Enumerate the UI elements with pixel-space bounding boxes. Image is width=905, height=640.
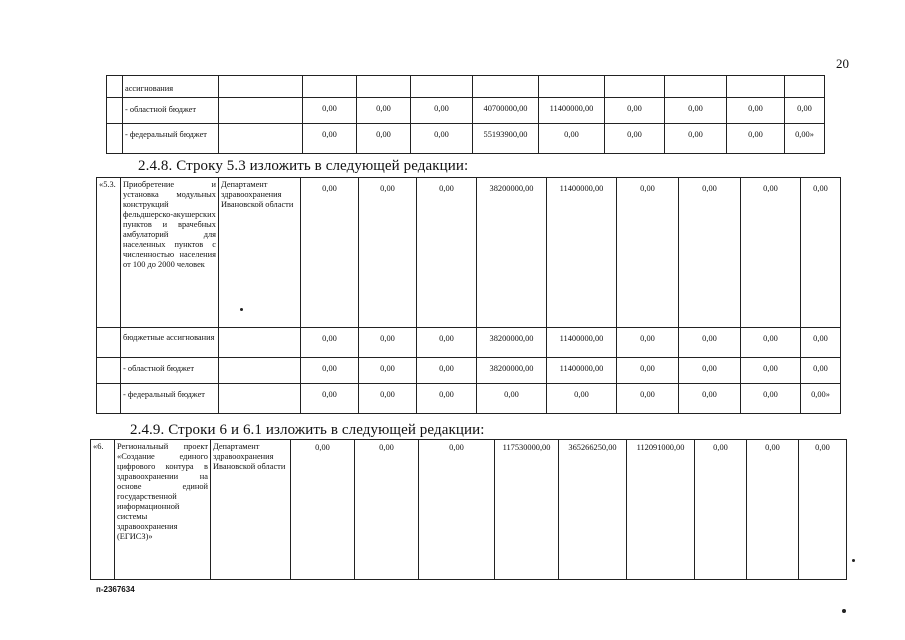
cell-value: 0,00 <box>605 124 665 154</box>
budget-table-continuation <box>106 75 825 154</box>
cell-value: 0,00 <box>547 384 617 414</box>
cell-first: «5.3. <box>97 178 121 328</box>
scan-speck <box>852 559 855 562</box>
document-code: п-2367634 <box>96 585 135 594</box>
cell-value <box>303 76 357 98</box>
cell-value: 0,00 <box>357 124 411 154</box>
cell-value <box>785 76 825 98</box>
cell-first <box>107 98 123 124</box>
cell-value: 0,00 <box>417 178 477 328</box>
cell-value <box>411 76 473 98</box>
cell-value: 0,00 <box>741 384 801 414</box>
cell-value: 0,00 <box>417 358 477 384</box>
cell-dept <box>219 98 303 124</box>
scan-speck <box>842 609 846 613</box>
cell-value: 0,00 <box>539 124 605 154</box>
section-heading-2-4-9: 2.4.9. Строки 6 и 6.1 изложить в следующей редакции: <box>130 422 485 438</box>
cell-value: 0,00 <box>605 98 665 124</box>
cell-value: 0,00 <box>727 98 785 124</box>
cell-value: 0,00 <box>303 98 357 124</box>
cell-value <box>665 76 727 98</box>
table-row <box>97 358 841 384</box>
cell-value: 11400000,00 <box>547 328 617 358</box>
cell-value: 0,00 <box>799 440 847 580</box>
cell-name: ассигнования <box>123 76 219 98</box>
cell-value: 0,00 <box>419 440 495 580</box>
cell-value: 0,00 <box>679 328 741 358</box>
cell-value: 0,00 <box>301 358 359 384</box>
cell-value: 0,00 <box>679 178 741 328</box>
cell-value: 365266250,00 <box>559 440 627 580</box>
cell-value: 0,00 <box>665 98 727 124</box>
cell-first <box>97 384 121 414</box>
cell-value: 0,00 <box>417 328 477 358</box>
cell-value: 0,00 <box>727 124 785 154</box>
cell-first: «6. <box>91 440 115 580</box>
cell-dept <box>219 328 301 358</box>
cell-value: 0,00 <box>411 124 473 154</box>
table-row <box>107 76 825 98</box>
cell-value <box>357 76 411 98</box>
cell-first <box>107 76 123 98</box>
table-row <box>91 440 847 580</box>
cell-first <box>97 328 121 358</box>
cell-dept: Департамент здравоохранения Ивановской области <box>211 440 291 580</box>
cell-name: - областной бюджет <box>123 98 219 124</box>
cell-value: 0,00 <box>617 178 679 328</box>
cell-value: 38200000,00 <box>477 328 547 358</box>
cell-value: 0,00 <box>357 98 411 124</box>
cell-value: 0,00 <box>801 178 841 328</box>
cell-value <box>727 76 785 98</box>
cell-value: 0,00 <box>679 358 741 384</box>
section-heading-2-4-8: 2.4.8. Строку 5.3 изложить в следующей редакции: <box>138 158 469 174</box>
cell-value: 11400000,00 <box>547 358 617 384</box>
cell-value: 0,00 <box>477 384 547 414</box>
table-row <box>97 328 841 358</box>
cell-value: 0,00 <box>801 358 841 384</box>
budget-table-5-3 <box>96 177 841 414</box>
cell-value: 0,00 <box>741 358 801 384</box>
cell-dept: Департамент здравоохранения Ивановской области <box>219 178 301 328</box>
cell-value: 0,00 <box>359 384 417 414</box>
table-row <box>97 384 841 414</box>
cell-value: 11400000,00 <box>539 98 605 124</box>
cell-value: 0,00 <box>303 124 357 154</box>
cell-name: Приобретение и установка модульных конструкций фельдшерско-акушерских пунктов и врачебных амбулаторий для населенных пунктов с численностью населения от 100 до 2000 человек <box>121 178 219 328</box>
cell-name: - федеральный бюджет <box>121 384 219 414</box>
cell-value: 0,00 <box>301 328 359 358</box>
cell-value: 0,00 <box>785 98 825 124</box>
cell-name: бюджетные ассигнования <box>121 328 219 358</box>
cell-first <box>107 124 123 154</box>
page-number: 20 <box>836 56 849 71</box>
table-row <box>107 124 825 154</box>
cell-dept <box>219 358 301 384</box>
cell-value: 11400000,00 <box>547 178 617 328</box>
cell-dept <box>219 384 301 414</box>
cell-value: 0,00 <box>417 384 477 414</box>
cell-value <box>473 76 539 98</box>
cell-value <box>539 76 605 98</box>
cell-value: 0,00 <box>617 384 679 414</box>
cell-value: 0,00 <box>359 358 417 384</box>
cell-value: 0,00 <box>359 178 417 328</box>
table-row <box>97 178 841 328</box>
cell-dept <box>219 76 303 98</box>
cell-name: - федеральный бюджет <box>123 124 219 154</box>
table-row <box>107 98 825 124</box>
cell-value: 0,00» <box>801 384 841 414</box>
cell-value: 117530000,00 <box>495 440 559 580</box>
cell-value: 0,00 <box>679 384 741 414</box>
cell-value: 0,00 <box>301 384 359 414</box>
cell-value: 0,00 <box>355 440 419 580</box>
cell-value: 0,00 <box>801 328 841 358</box>
cell-value: 0,00 <box>617 328 679 358</box>
cell-value: 112091000,00 <box>627 440 695 580</box>
cell-value: 0,00 <box>747 440 799 580</box>
cell-name: - областной бюджет <box>121 358 219 384</box>
cell-value <box>605 76 665 98</box>
cell-value: 38200000,00 <box>477 178 547 328</box>
cell-value: 0,00 <box>359 328 417 358</box>
cell-value: 0,00 <box>411 98 473 124</box>
scan-speck <box>240 308 243 311</box>
cell-value: 0,00» <box>785 124 825 154</box>
cell-value: 0,00 <box>741 328 801 358</box>
cell-first <box>97 358 121 384</box>
cell-dept <box>219 124 303 154</box>
budget-table-6 <box>90 439 847 580</box>
cell-value: 0,00 <box>617 358 679 384</box>
cell-value: 40700000,00 <box>473 98 539 124</box>
cell-value: 38200000,00 <box>477 358 547 384</box>
cell-value: 0,00 <box>741 178 801 328</box>
cell-value: 0,00 <box>291 440 355 580</box>
cell-name: Региональный проект «Создание единого цифрового контура в здравоохранении на основе единой государственной информационной системы здравоохранения (ЕГИСЗ)» <box>115 440 211 580</box>
cell-value: 0,00 <box>695 440 747 580</box>
cell-value: 55193900,00 <box>473 124 539 154</box>
cell-value: 0,00 <box>301 178 359 328</box>
cell-value: 0,00 <box>665 124 727 154</box>
